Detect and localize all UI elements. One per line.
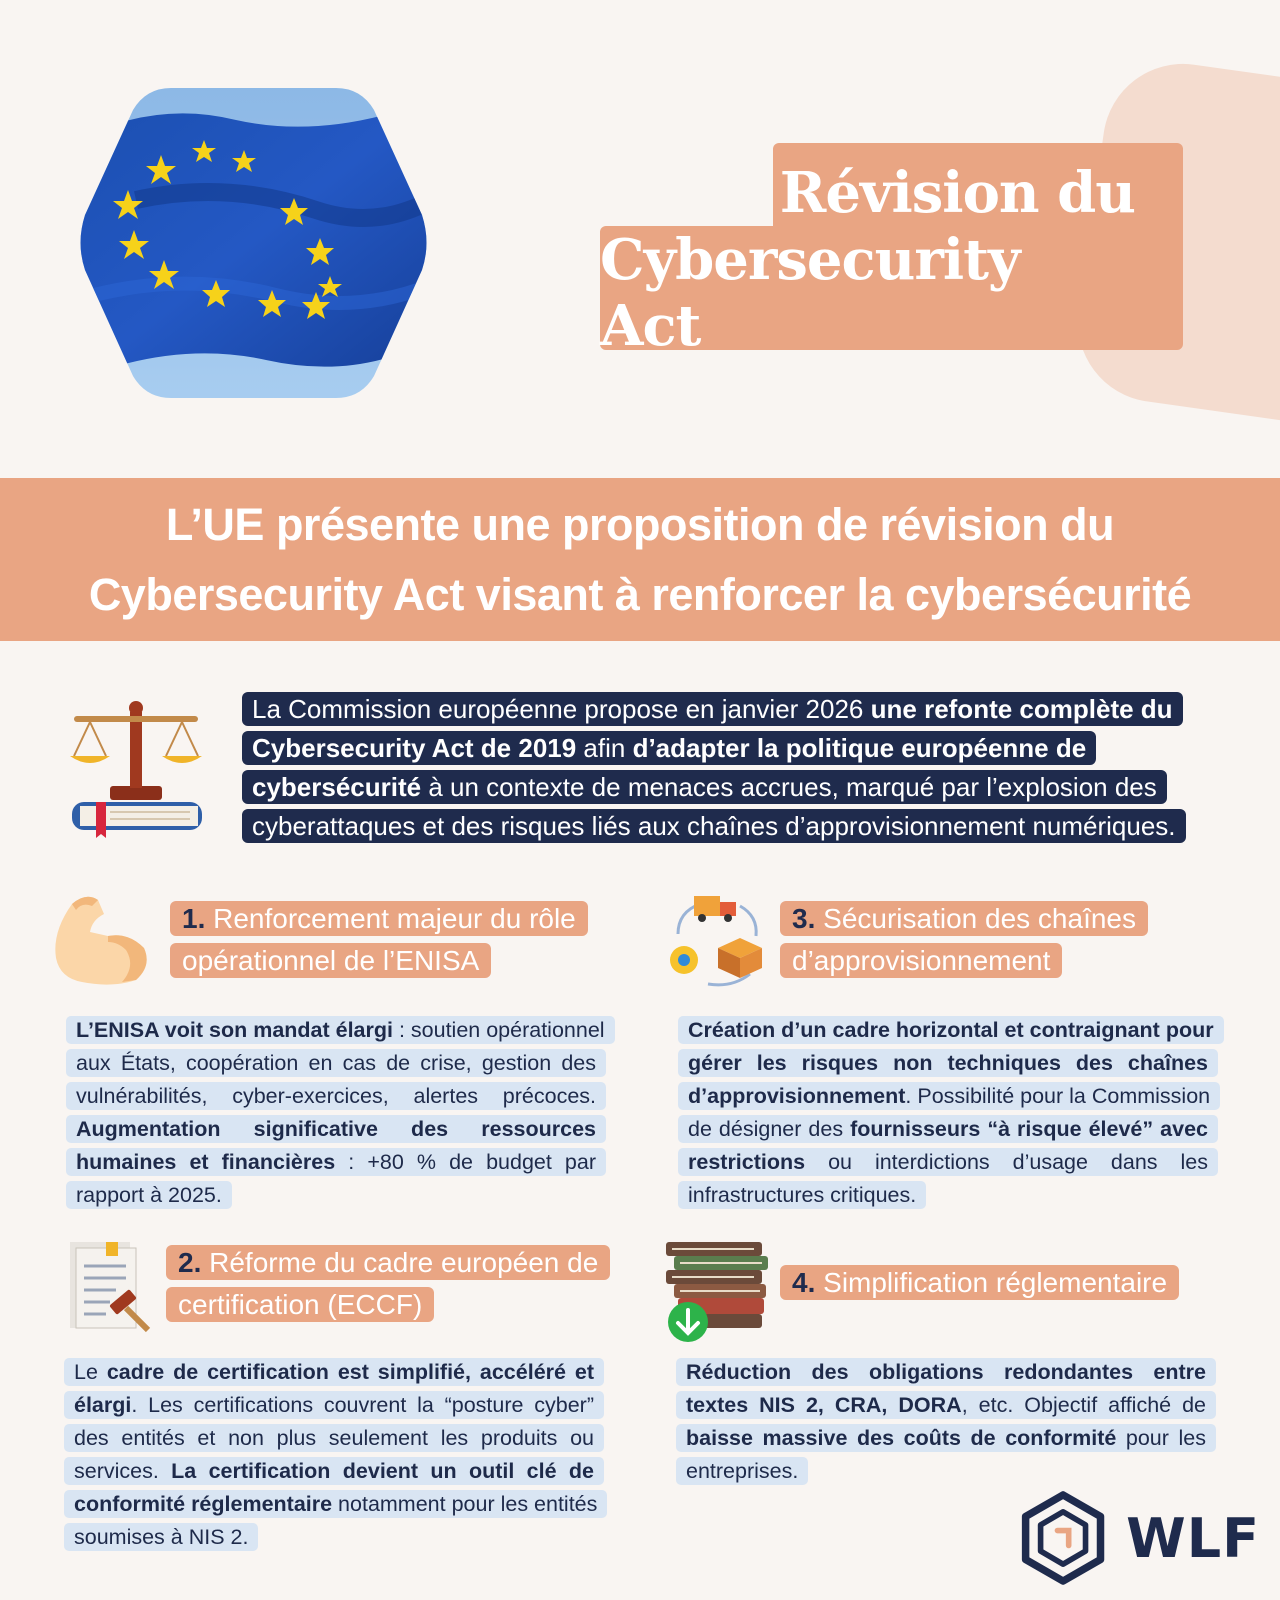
flexed-arm-icon bbox=[52, 892, 152, 988]
section-4-body: Réduction des obligations redondantes entre textes NIS 2, CRA, DORA, etc. Objectif affiché de baisse massive des coûts de conformité pour les entreprises. bbox=[676, 1356, 1216, 1488]
title-line-2: Cybersecurity Act bbox=[600, 226, 1183, 350]
section-1-body: L’ENISA voit son mandat élargi : soutien opérationnel aux États, coopération en cas de crise, gestion des vulnérabilités, cyber-exercices, alertes précoces. Augmentation significative des ressources humaines et financières : +80 % de budget par rapport à 2025. bbox=[66, 1014, 606, 1212]
wlf-logo-icon bbox=[1020, 1488, 1106, 1588]
title-line-1: Révision du bbox=[773, 143, 1183, 243]
wlf-logo bbox=[1020, 1488, 1260, 1588]
document-gavel-icon bbox=[66, 1238, 152, 1334]
wlf-logo-text: WLF bbox=[1126, 1506, 1260, 1570]
section-3-heading: 3. Sécurisation des chaînes d’approvisionnement bbox=[780, 898, 1220, 982]
headline-line-2: Cybersecurity Act visant à renforcer la cybersécurité bbox=[88, 569, 1192, 620]
headline-line-1: L’UE présente une proposition de révision du bbox=[165, 499, 1115, 550]
section-4-heading: 4. Simplification réglementaire bbox=[780, 1262, 1220, 1304]
supply-chain-icon bbox=[664, 892, 768, 992]
section-3-body: Création d’un cadre horizontal et contraignant pour gérer les risques non techniques des chaînes d’approvisionnement. Possibilité pour la Commission de désigner des fournisseurs “à risque élevé” avec restrictions ou interdictions d’usage dans les infrastructures critiques. bbox=[678, 1014, 1218, 1212]
scales-of-justice-icon bbox=[60, 698, 210, 844]
section-1-heading: 1. Renforcement majeur du rôle opérationnel de l’ENISA bbox=[170, 898, 590, 982]
headline-banner bbox=[0, 478, 1280, 641]
section-2-heading: 2. Réforme du cadre européen de certification (ECCF) bbox=[166, 1242, 606, 1326]
section-2-body: Le cadre de certification est simplifié, accéléré et élargi. Les certifications couvrent la “posture cyber” des entités et non plus seulement les produits ou services. La certification devient un outil clé de conformité réglementaire notamment pour les entités soumises à NIS 2. bbox=[64, 1356, 604, 1554]
eu-flag-icon bbox=[76, 80, 431, 406]
intro-paragraph: La Commission européenne propose en janvier 2026 une refonte complète du Cybersecurity Act de 2019 afin d’adapter la politique européenne de cybersécurité à un contexte de menaces accrues, marqué par l’explosion des cyberattaques et des risques liés aux chaînes d’approvisionnement numériques. bbox=[242, 690, 1207, 846]
book-stack-download-icon bbox=[664, 1238, 770, 1342]
